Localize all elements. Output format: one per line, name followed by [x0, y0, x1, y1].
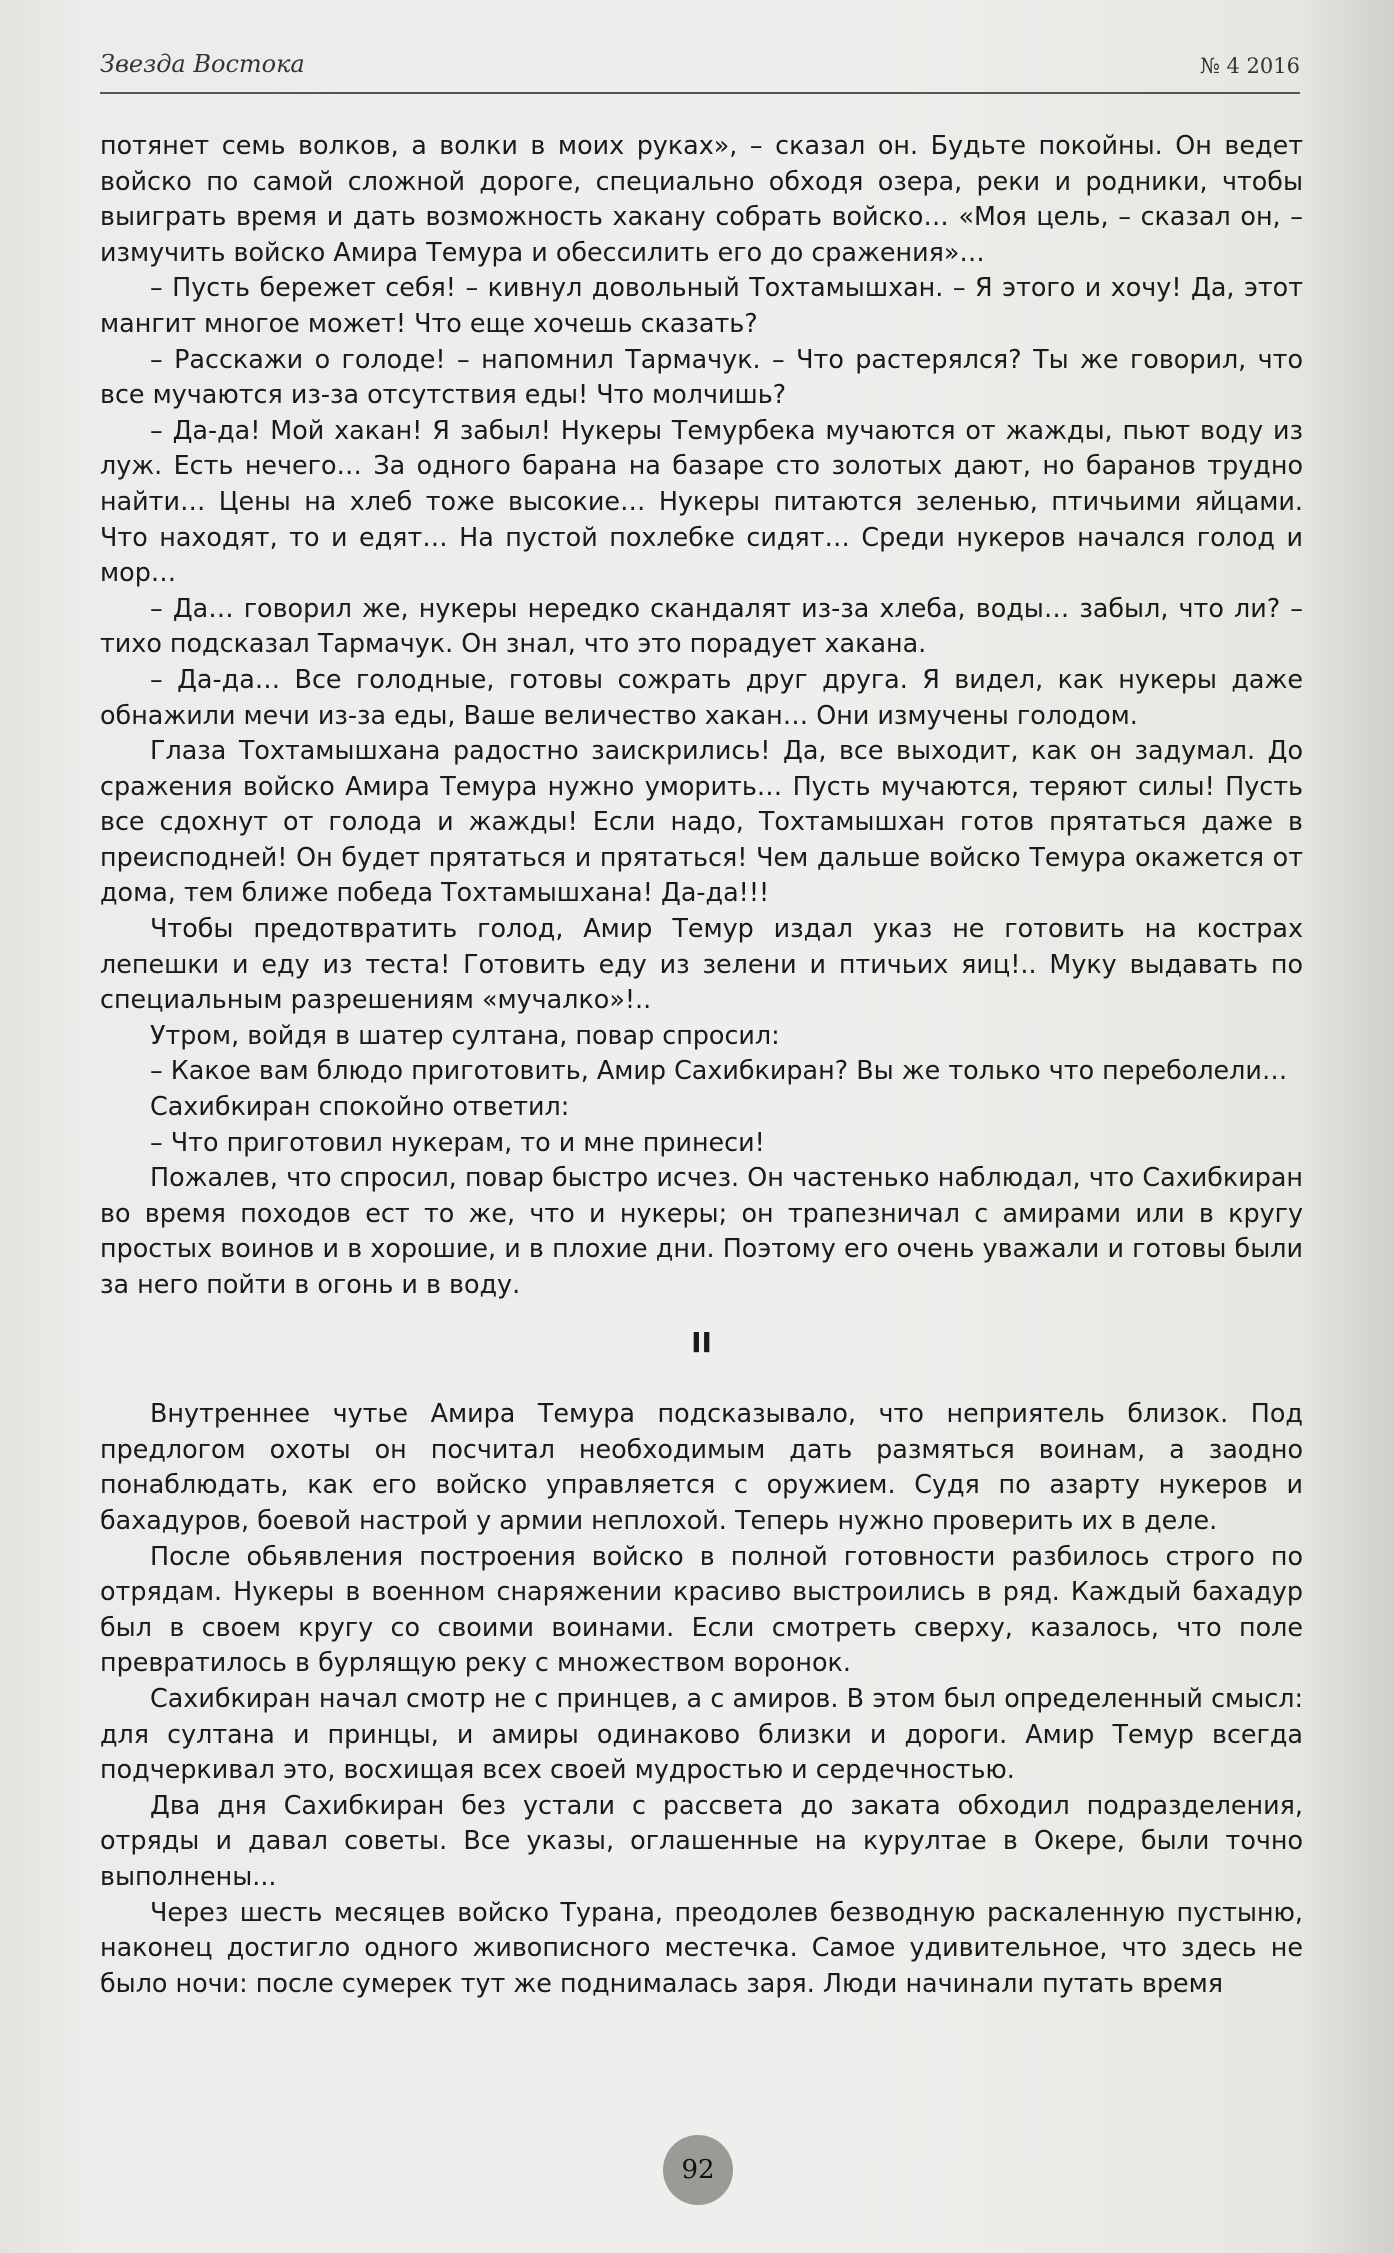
- paragraph: потянет семь волков, а волки в моих руках», – сказал он. Будьте покойны. Он ведет войско по самой сложной дороге, специально обходя озера, реки и родники, чтобы выиграть время и дать возможность хакану собрать войско… «Моя цель, – сказал он, – измучить войско Амира Темура и обессилить его до сражения»…: [100, 130, 1303, 267]
- paragraph: Сахибкиран спокойно ответил:: [150, 1091, 570, 1122]
- text-part-1: [100, 128, 1303, 1303]
- paragraph: – Да… говорил же, нукеры нередко скандалят из-за хлеба, воды… забыл, что ли? – тихо подсказал Тармачук. Он знал, что это порадует хакана.: [100, 592, 1303, 659]
- paragraph: После обьявления построения войско в полной готовности разбилось строго по отрядам. Нукеры в военном снаряжении красиво выстроились в ряд. Каждый бахадур был в своем кругу со своими воинами. Если смотреть сверху, казалось, что поле превратилось в бурлящую реку с множеством воронок.: [100, 1540, 1303, 1678]
- paragraph: Внутреннее чутье Амира Темура подсказывало, что неприятель близок. Под предлогом охоты он посчитал необходимым дать размяться воинам, а заодно понаблюдать, как его войско управляется с оружием. Судя по азарту нукеров и бахадуров, боевой настрой у армии неплохой. Теперь нужно проверить их в деле.: [100, 1398, 1303, 1535]
- text-part-2: [100, 1396, 1303, 2001]
- section-numeral: II: [691, 1325, 712, 1359]
- paragraph: Через шесть месяцев войско Турана, преодолев безводную раскаленную пустыню, наконец достигло одного живописного местечка. Самое удивительное, что здесь не было ночи: после сумерек тут же поднималась заря. Люди начинали путать время: [100, 1896, 1303, 1998]
- running-header: [100, 50, 1300, 94]
- journal-title: Звезда Востока: [100, 50, 305, 78]
- paragraph: – Да-да! Мой хакан! Я забыл! Нукеры Темурбека мучаются от жажды, пьют воду из луж. Есть нечего… За одного барана на базаре сто золотых дают, но баранов трудно найти… Цены на хлеб тоже высокие… Нукеры питаются зеленью, птичьими яйцами. Что находят, то и едят… На пустой похлебке сидят… Среди нукеров начался голод и мор…: [100, 414, 1303, 588]
- paragraph: – Что приготовил нукерам, то и мне принеси!: [150, 1126, 765, 1157]
- paragraph: – Какое вам блюдо приготовить, Амир Сахибкиран? Вы же только что переболели…: [150, 1055, 1288, 1086]
- paragraph: – Пусть бережет себя! – кивнул довольный Тохтамышхан. – Я этого и хочу! Да, этот мангит многое может! Что еще хочешь сказать?: [100, 272, 1303, 338]
- paragraph: Глаза Тохтамышхана радостно заискрились! Да, все выходит, как он задумал. До сражения войско Амира Темура нужно уморить… Пусть мучаются, теряют силы! Пусть все сдохнут от голода и жажды! Если надо, Тохтамышхан готов прятаться даже в преисподней! Он будет прятаться и прятаться! Чем дальше войско Темура окажется от дома, тем ближе победа Тохтамышхана! Да-да!!!: [100, 735, 1303, 908]
- paragraph: – Да-да… Все голодные, готовы сожрать друг друга. Я видел, как нукеры даже обнажили мечи из-за еды, Ваше величество хакан… Они измучены голодом.: [100, 663, 1303, 730]
- paragraph: Сахибкиран начал смотр не с принцев, а с амиров. В этом был определенный смысл: для султана и принцы, и амиры одинаково близки и дороги. Амир Темур всегда подчеркивал это, восхищая всех своей мудростью и сердечностью.: [100, 1682, 1303, 1785]
- paragraph: Пожалев, что спросил, повар быстро исчез. Он частенько наблюдал, что Сахибкиран во время походов ест то же, что и нукеры; он трапезничал с амирами или в кругу простых воинов и в хорошие, и в плохие дни. Поэтому его очень уважали и готовы были за него пойти в огонь и в воду.: [100, 1162, 1303, 1299]
- paragraph: Чтобы предотвратить голод, Амир Темур издал указ не готовить на кострах лепешки и еду из теста! Готовить еду из зелени и птичьих яиц!.. Муку выдавать по специальным разрешениям «мучалко»!..: [100, 913, 1303, 1015]
- paragraph: Утром, войдя в шатер султана, повар спросил:: [150, 1019, 780, 1050]
- page-number: 92: [663, 2135, 733, 2205]
- issue-number: № 4 2016: [1199, 54, 1300, 78]
- paragraph: Два дня Сахибкиран без устали с рассвета до заката обходил подразделения, отряды и давал советы. Все указы, оглашенные на курултае в Окере, были точно выполнены...: [100, 1789, 1303, 1891]
- body-text: [100, 128, 1303, 2001]
- paragraph: – Расскажи о голоде! – напомнил Тармачук. – Что растерялся? Ты же говорил, что все мучаются из-за отсутствия еды! Что молчишь?: [100, 343, 1303, 410]
